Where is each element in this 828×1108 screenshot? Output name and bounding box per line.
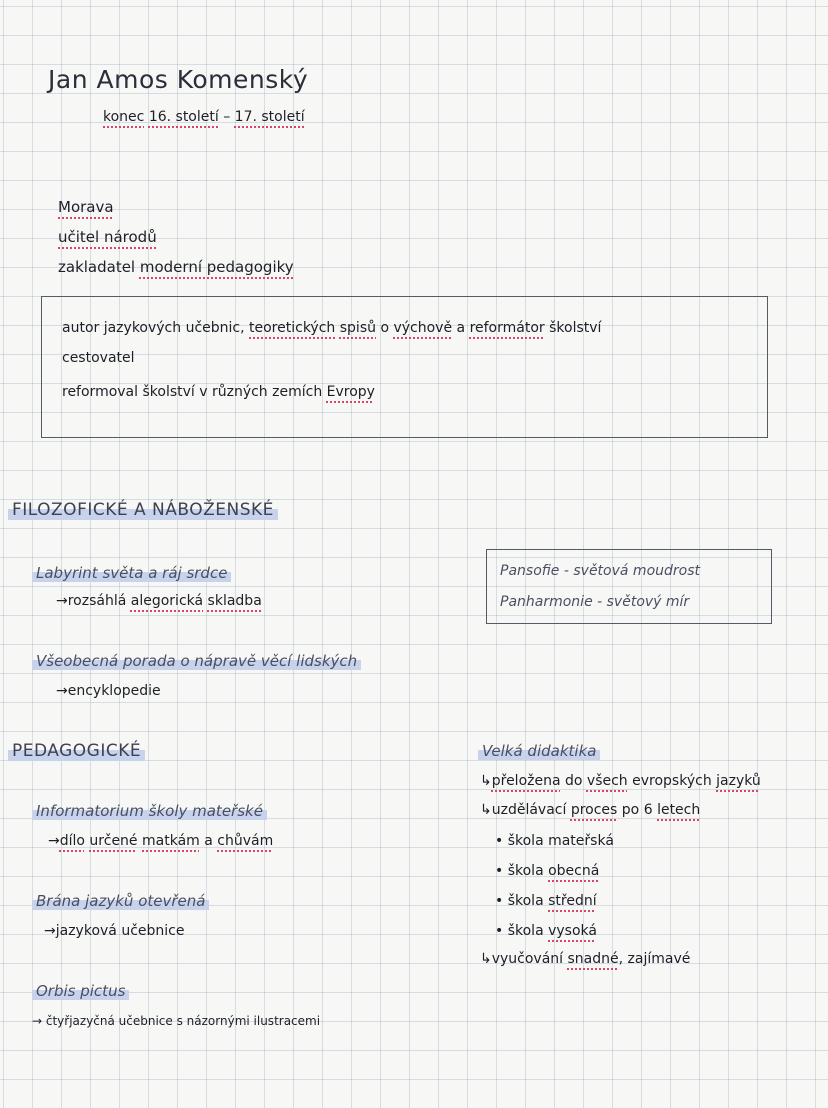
underlined-word: chůvám xyxy=(217,833,274,849)
work-title: Orbis pictus xyxy=(32,982,129,1000)
underlined-word: obecná xyxy=(548,863,600,879)
work-title: Informatorium školy mateřské xyxy=(32,802,267,820)
school-bullet xyxy=(495,831,614,851)
underlined-word: jazyků xyxy=(716,773,761,789)
work-desc xyxy=(32,1011,320,1031)
work-title: Brána jazyků otevřená xyxy=(32,892,209,910)
dates xyxy=(103,107,305,127)
info-line xyxy=(62,382,375,402)
text-segment: autor jazykových učebnic, xyxy=(62,320,250,336)
text-segment: školství xyxy=(544,320,602,336)
text-segment: do xyxy=(560,773,587,789)
work-title: Všeobecná porada o nápravě věcí lidských xyxy=(32,652,361,670)
underlined-word: letech xyxy=(657,802,701,818)
text-segment: →rozsáhlá xyxy=(56,593,131,609)
text-segment: • škola xyxy=(495,893,549,909)
didaktika-line xyxy=(480,771,761,791)
text-segment: a xyxy=(199,833,218,849)
intro-line xyxy=(58,227,157,247)
section-heading: FILOZOFICKÉ A NÁBOŽENSKÉ xyxy=(8,500,278,520)
underlined-word: určené xyxy=(89,833,138,849)
underlined-word: Evropy xyxy=(326,384,375,400)
work-desc xyxy=(56,681,161,701)
underlined-word: přeložena xyxy=(491,773,561,789)
underlined-word: proces xyxy=(570,802,618,818)
underlined-word: dílo xyxy=(59,833,85,849)
school-bullet xyxy=(495,921,597,941)
underlined-word: vysoká xyxy=(548,923,597,939)
text-segment: →encyklopedie xyxy=(56,683,161,699)
underlined-word: reformátor xyxy=(469,320,545,336)
school-bullet xyxy=(495,891,597,911)
text-segment: cestovatel xyxy=(62,350,135,366)
text-segment: – xyxy=(218,109,235,125)
didaktika-title: Velká didaktika xyxy=(478,742,600,760)
text-segment: • škola xyxy=(495,863,549,879)
didaktika-line xyxy=(480,800,700,820)
page-title: Jan Amos Komenský xyxy=(48,65,309,94)
underlined-word: výchově xyxy=(393,320,453,336)
text-segment: • škola xyxy=(495,923,549,939)
text-segment: ↳ xyxy=(480,773,492,789)
section-heading: PEDAGOGICKÉ xyxy=(8,741,145,761)
underlined-word: Morava xyxy=(58,198,114,216)
text-segment: → čtyřjazyčná učebnice s názornými ilustracemi xyxy=(32,1014,321,1028)
underlined-word: 17. století xyxy=(234,109,305,125)
work-desc xyxy=(48,831,273,851)
underlined-word: spisů xyxy=(339,320,376,336)
underlined-word: teoretických xyxy=(249,320,336,336)
school-bullet xyxy=(495,861,599,881)
intro-line xyxy=(58,197,114,217)
underlined-word: moderní pedagogiky xyxy=(139,258,294,276)
underlined-word: střední xyxy=(548,893,597,909)
underlined-word: alegorická xyxy=(130,593,204,609)
info-line xyxy=(62,348,135,368)
concept-pansofie: Pansofie - světová moudrost xyxy=(500,563,700,579)
text-segment: o xyxy=(376,320,394,336)
didaktika-line xyxy=(480,949,690,969)
text-segment: po 6 xyxy=(617,802,658,818)
underlined-word: 16. století xyxy=(148,109,219,125)
text-segment: ↳uzdělávací xyxy=(480,802,571,818)
work-desc xyxy=(56,591,262,611)
text-segment: , zajímavé xyxy=(618,951,691,967)
text-segment: a xyxy=(452,320,470,336)
work-desc xyxy=(44,921,184,941)
underlined-word: snadné xyxy=(567,951,619,967)
text-segment: →jazyková učebnice xyxy=(44,923,185,939)
text-segment: zakladatel xyxy=(58,258,140,276)
intro-line xyxy=(58,257,294,277)
text-segment: → xyxy=(48,833,60,849)
underlined-word: všech xyxy=(586,773,628,789)
text-segment: reformoval školství v různých zemích xyxy=(62,384,327,400)
text-segment: ↳vyučování xyxy=(480,951,568,967)
concept-panharmonie: Panharmonie - světový mír xyxy=(500,594,690,610)
underlined-word: matkám xyxy=(142,833,200,849)
text-segment: evropských xyxy=(627,773,717,789)
info-line xyxy=(62,318,601,338)
underlined-word: konec xyxy=(103,109,145,125)
text-segment: • škola mateřská xyxy=(495,833,614,849)
underlined-word: skladba xyxy=(207,593,262,609)
underlined-word: učitel národů xyxy=(58,228,157,246)
work-title: Labyrint světa a ráj srdce xyxy=(32,564,231,582)
